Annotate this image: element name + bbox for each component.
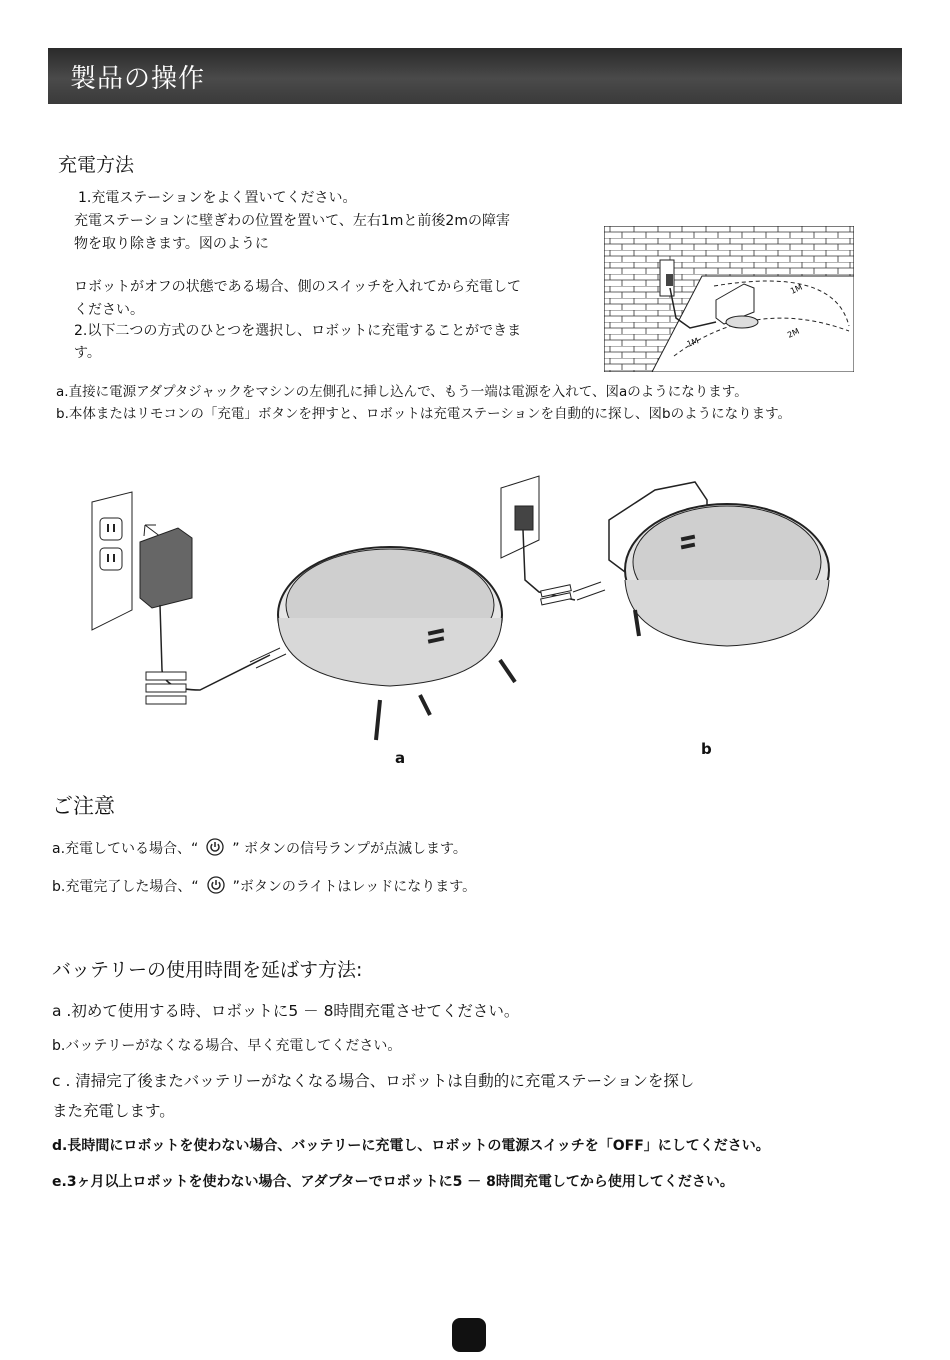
step2-line1: 2.以下二つの方式のひとつを選択し、ロボットに充電することができま <box>74 323 522 339</box>
step1-line4: ください。 <box>74 302 144 318</box>
battery-tip-e: e.3ヶ月以上ロボットを使わない場合、アダプターでロボットに5 － 8時間充電してから使用してください。 <box>52 1174 734 1190</box>
power-icon <box>206 838 224 856</box>
note-b-prefix: b.充電完了した場合、“ <box>52 879 199 895</box>
dist-label-1m-top: 1M <box>789 282 804 296</box>
battery-tip-b: b.バッテリーがなくなる場合、早く充電してください。 <box>52 1038 402 1054</box>
notes-heading: ご注意 <box>52 794 115 818</box>
section-header <box>48 48 902 104</box>
figure-b-label: b <box>701 740 712 758</box>
section-title: 製品の操作 <box>70 64 206 94</box>
battery-tip-d: d.長時間にロボットを使わない場合、バッテリーに充電し、ロボットの電源スイッチを「OFF」にしてください。 <box>52 1138 770 1154</box>
note-a-suffix: ” ボタンの信号ランプが点滅します。 <box>232 841 467 857</box>
step1-line2: 物を取り除きます。図のように <box>74 236 269 252</box>
note-a-prefix: a.充電している場合、“ <box>52 841 199 857</box>
step1-title: 1.充電ステーションをよく置いてください。 <box>78 190 357 206</box>
battery-tip-c2: また充電します。 <box>52 1102 175 1120</box>
figure-a-illustration <box>90 490 530 750</box>
option-b: b.本体またはリモコンの「充電」ボタンを押すと、ロボットは充電ステーションを自動的に探し、図bのようになります。 <box>56 406 792 422</box>
step2-line2: す。 <box>74 345 101 361</box>
charging-heading: 充電方法 <box>58 154 135 176</box>
power-icon <box>207 876 225 894</box>
figure-a-label: a <box>395 749 406 767</box>
dist-label-2m: 2M <box>786 326 801 340</box>
figure-b-illustration <box>495 460 845 680</box>
step1-line3: ロボットがオフの状態である場合、側のスイッチを入れてから充電して <box>74 279 522 295</box>
battery-tip-a: a .初めて使用する時、ロボットに5 － 8時間充電させてください。 <box>52 1002 520 1020</box>
page-number-badge <box>452 1318 486 1352</box>
battery-tip-c1: c . 清掃完了後またバッテリーがなくなる場合、ロボットは自動的に充電ステーションを探し <box>52 1072 695 1090</box>
step1-line1: 充電ステーションに壁ぎわの位置を置いて、左右1mと前後2mの障害 <box>74 213 510 229</box>
note-b-suffix: ”ボタンのライトはレッドになります。 <box>232 879 477 895</box>
note-a <box>52 838 467 858</box>
station-placement-diagram <box>604 226 854 372</box>
note-b <box>52 876 476 896</box>
dist-label-1m-bottom: 1M <box>685 336 700 349</box>
battery-heading: バッテリーの使用時間を延ばす方法: <box>52 959 363 981</box>
option-a: a.直接に電源アダプタジャックをマシンの左側孔に挿し込んで、もう一端は電源を入れて、図aのようになります。 <box>56 384 748 400</box>
